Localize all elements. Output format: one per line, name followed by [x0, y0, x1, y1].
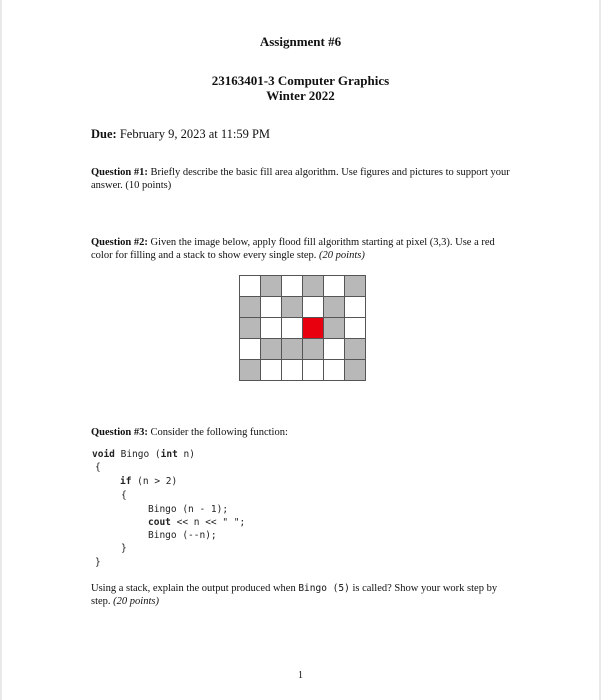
- grid-cell: [261, 276, 281, 296]
- code-if-line: [120, 476, 177, 487]
- grid-cell: [303, 276, 323, 296]
- grid-cell: [261, 297, 281, 317]
- grid-cell: [240, 339, 260, 359]
- grid-cell: [324, 318, 344, 338]
- code-kw-cout: cout: [148, 517, 171, 528]
- grid-cell: [345, 276, 365, 296]
- code-close-brace: }: [95, 557, 101, 568]
- code-kw-if: if: [120, 476, 132, 487]
- q4-text-after: is called? Show your work step by step.: [91, 583, 498, 607]
- q4-code: Bingo (5): [298, 583, 350, 594]
- question-1-text: Briefly describe the basic fill area algorithm. Use figures and pictures to support your answer. (10 points): [91, 167, 510, 191]
- code-kw-void: void: [92, 449, 115, 460]
- term-title: Winter 2022: [266, 88, 335, 103]
- code-line-3: Bingo (--n);: [148, 530, 217, 541]
- course-title: 23163401-3 Computer Graphics: [211, 73, 390, 88]
- due-date: [91, 127, 270, 142]
- grid-cell: [282, 297, 302, 317]
- grid-cell: [324, 339, 344, 359]
- grid-cell: [345, 339, 365, 359]
- code-inner-close: }: [121, 543, 127, 554]
- question-1-label: Question #1:: [91, 167, 148, 178]
- document-page: [2, 0, 599, 700]
- grid-cell: [240, 360, 260, 380]
- grid-cell: [303, 297, 323, 317]
- grid-cell: [261, 318, 281, 338]
- grid-cell: [303, 339, 323, 359]
- due-value: February 9, 2023 at 11:59 PM: [119, 127, 271, 141]
- grid-cell: [261, 360, 281, 380]
- grid-cell: [324, 276, 344, 296]
- assignment-title: Assignment #6: [259, 34, 342, 49]
- q4-points: (20 points): [113, 596, 159, 607]
- grid-cell: [240, 297, 260, 317]
- due-label: Due:: [91, 127, 117, 141]
- code-line-2: [148, 517, 245, 528]
- question-3-label: Question #3:: [91, 427, 148, 438]
- question-2: [91, 236, 511, 262]
- question-2-points: (20 points): [319, 250, 365, 261]
- grid-cell: [324, 360, 344, 380]
- code-cout-rest: << n << " ";: [170, 517, 246, 528]
- grid-cell: [282, 318, 302, 338]
- code-sig-end: n): [177, 449, 195, 460]
- code-signature: [92, 449, 195, 460]
- grid-cell: [240, 318, 260, 338]
- grid-cell: [240, 276, 260, 296]
- q4-text-before: Using a stack, explain the output produced when: [91, 583, 296, 594]
- code-sig-name: Bingo (: [114, 449, 161, 460]
- pixel-grid: [239, 275, 366, 381]
- grid-cell: [303, 360, 323, 380]
- question-1: [91, 166, 511, 192]
- grid-cell: [345, 360, 365, 380]
- grid-cell: [282, 339, 302, 359]
- grid-cell: [282, 360, 302, 380]
- code-open-brace: {: [95, 462, 101, 473]
- grid-cell: [345, 318, 365, 338]
- code-line-1: Bingo (n - 1);: [148, 504, 229, 515]
- code-if-cond: (n > 2): [131, 476, 178, 487]
- grid-cell: [345, 297, 365, 317]
- question-3: [91, 426, 511, 439]
- page-number: 1: [298, 670, 303, 681]
- code-inner-open: {: [121, 490, 127, 501]
- grid-cell: [261, 339, 281, 359]
- question-4-text: [91, 582, 511, 608]
- grid-cell-seed: [303, 318, 323, 338]
- question-3-text: Consider the following function:: [150, 427, 288, 438]
- question-2-text: Given the image below, apply flood fill algorithm starting at pixel (3,3). Use a red color for filling and a stack to show every single step.: [91, 237, 495, 261]
- code-kw-int: int: [160, 449, 178, 460]
- grid-cell: [282, 276, 302, 296]
- grid-cell: [324, 297, 344, 317]
- question-2-label: Question #2:: [91, 237, 148, 248]
